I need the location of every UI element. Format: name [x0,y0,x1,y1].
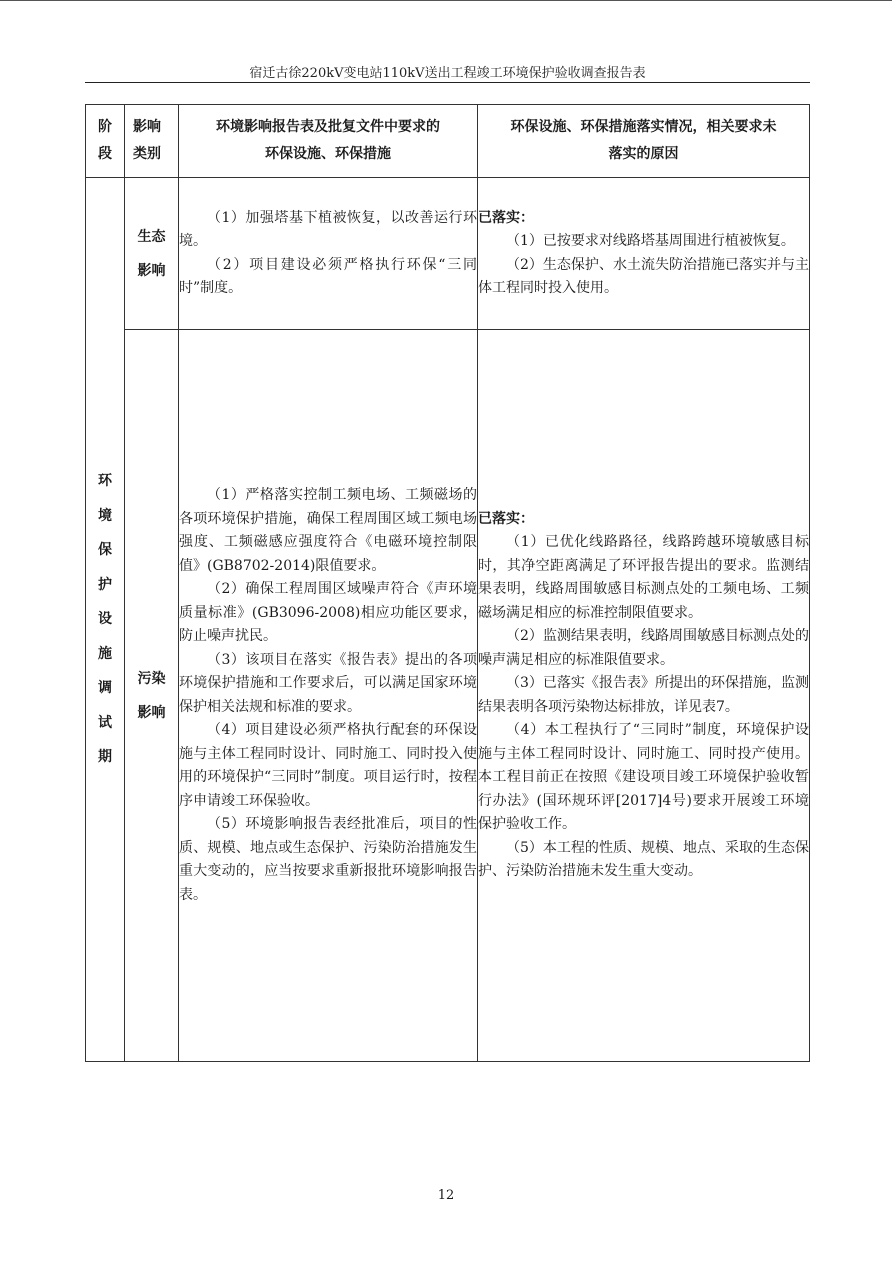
measures-table [85,104,810,1062]
category-pollution: 污染 影响 [125,330,179,1062]
category-ecology: 生态 影响 [125,178,179,330]
top-border [0,0,892,1]
requirements-ecology: （1）加强塔基下植被恢复，以改善运行环境。 （2）项目建设必须严格执行环保“三同时”制度。 [179,178,478,330]
implementation-pollution: 已落实： （1）已优化线路路径，线路跨越环境敏感目标时，其净空距离满足了环评报告提出的要求。监测结果表明，线路周围敏感目标测点处的工频电场、工频磁场满足相应的标准控制限值要求。 （2）监测结果表明，线路周围敏感目标测点处的噪声满足相应的标准限值要求。 （3）已落实《报告表》所提出的环保措施，监测结果表明各项污染物达标排放，详见表7。 （4）本工程执行了“三同时”制度，环境保护设施与主体工程同时设计、同时施工、同时投产使用。本工程目前正在按照《建设项目竣工环境保护验收暂行办法》(国环规环评[2017]4号)要求开展竣工环境保护验收工作。 （5）本工程的性质、规模、地点、采取的生态保护、污染防治措施未发生重大变动。 [478,330,810,1062]
table-row-ecology [86,178,810,330]
header-requirements: 环境影响报告表及批复文件中要求的 环保设施、环保措施 [179,105,478,178]
implementation-ecology: 已落实： （1）已按要求对线路塔基周围进行植被恢复。 （2）生态保护、水土流失防治措施已落实并与主体工程同时投入使用。 [478,178,810,330]
header-rule [85,82,810,83]
table-row-pollution [86,330,810,1062]
requirements-pollution: （1）严格落实控制工频电场、工频磁场的各项环境保护措施，确保工程周围区域工频电场强度、工频磁感应强度符合《电磁环境控制限值》(GB8702-2014)限值要求。 （2）确保工程周围区域噪声符合《声环境质量标准》(GB3096-2008)相应功能区要求，防止噪声扰民。 （3）该项目在落实《报告表》提出的各项环境保护措施和工作要求后，可以满足国家环境保护相关法规和标准的要求。 （4）项目建设必须严格执行配套的环保设施与主体工程同时设计、同时施工、同时投入使用的环境保护“三同时”制度。项目运行时，按程序申请竣工环保验收。 （5）环境影响报告表经批准后，项目的性质、规模、地点或生态保护、污染防治措施发生重大变动的，应当按要求重新报批环境影响报告表。 [179,330,478,1062]
stage-cell: 环 境 保 护 设 施 调 试 期 [86,178,125,1062]
header-stage: 阶 段 [86,105,125,178]
header-category: 影响 类别 [125,105,179,178]
table-header-row [86,105,810,178]
header-implementation: 环保设施、环保措施落实情况，相关要求未 落实的原因 [478,105,810,178]
page-number: 12 [437,1188,455,1203]
page-header-title: 宿迁古徐220kV变电站110kV送出工程竣工环境保护验收调查报告表 [249,66,646,81]
